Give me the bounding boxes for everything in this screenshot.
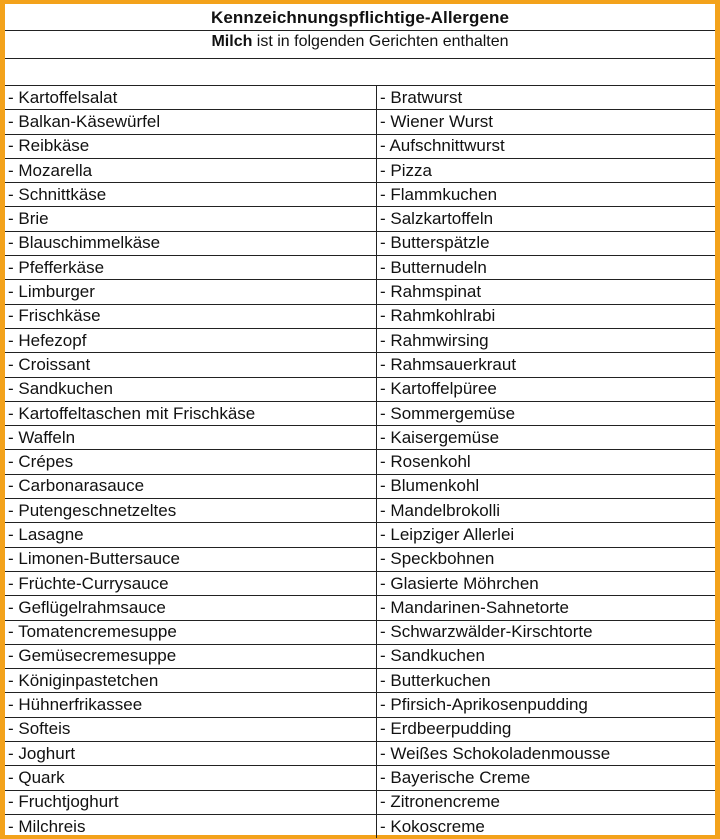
dish-right-cell: - Sommergemüse [377,401,716,425]
dish-right-cell: - Schwarzwälder-Kirschtorte [377,620,716,644]
dish-right-cell: - Salzkartoffeln [377,207,716,231]
dish-left-cell: - Kartoffelsalat [5,86,377,110]
dish-left-cell: - Waffeln [5,426,377,450]
dish-right-cell: - Glasierte Möhrchen [377,571,716,595]
table-row [5,766,715,790]
table-row [5,669,715,693]
dish-left-cell: - Softeis [5,717,377,741]
dish-left-cell: - Frischkäse [5,304,377,328]
table-row [5,499,715,523]
dish-left-cell: - Limburger [5,280,377,304]
dish-right-cell: - Zitronencreme [377,790,716,814]
dish-right-cell: - Rahmwirsing [377,328,716,352]
dish-right-cell: - Sandkuchen [377,644,716,668]
dish-right-cell: - Mandarinen-Sahnetorte [377,596,716,620]
dish-right-cell: - Kaisergemüse [377,426,716,450]
dish-right-cell: - Bratwurst [377,86,716,110]
dish-right-cell: - Rahmsauerkraut [377,353,716,377]
dish-right-cell: - Mandelbrokolli [377,499,716,523]
dish-right-cell: - Speckbohnen [377,547,716,571]
table-row [5,377,715,401]
table-row [5,183,715,207]
table-row [5,158,715,182]
dish-right-cell: - Kokoscreme [380,816,485,836]
dish-left-cell: - Crépes [5,450,377,474]
dish-left-cell: - Kartoffeltaschen mit Frischkäse [5,401,377,425]
dish-right-cell: - Pizza [377,158,716,182]
table-row [5,474,715,498]
table-row [5,207,715,231]
dish-right-cell: - Bayerische Creme [377,766,716,790]
table-row [5,401,715,425]
dish-right-cell: - Rahmspinat [377,280,716,304]
subtitle-text: ist in folgenden Gerichten enthalten [252,33,509,50]
table-row [5,644,715,668]
page-title: Kennzeichnungspflichtige-Allergene [5,4,715,31]
dish-table [5,86,715,838]
table-row [5,256,715,280]
dish-left-cell: - Hühnerfrikassee [5,693,377,717]
dish-right-cell: - Flammkuchen [377,183,716,207]
table-row [5,328,715,352]
table-row [5,353,715,377]
table-row [5,790,715,814]
dish-left-cell: - Königinpastetchen [5,669,377,693]
dish-table-body [5,86,715,838]
dish-left-cell: - Balkan-Käsewürfel [5,110,377,134]
table-row [5,547,715,571]
dish-left-cell: - Limonen-Buttersauce [5,547,377,571]
dish-right-cell: - Wiener Wurst [377,110,716,134]
table-row [5,86,715,110]
table-row [5,717,715,741]
table-row [5,571,715,595]
dish-left-cell: - Pfefferkäse [5,256,377,280]
dish-left-cell: - Lasagne [5,523,377,547]
dish-left-cell: - Quark [5,766,377,790]
table-row [5,693,715,717]
dish-left-cell: - Früchte-Currysauce [5,571,377,595]
dish-left-cell: - Sandkuchen [5,377,377,401]
dish-left-cell: - Gemüsecremesuppe [5,644,377,668]
table-row [5,134,715,158]
table-row [5,450,715,474]
page-subtitle [5,31,715,55]
dish-left-cell: - Milchreis [5,814,377,838]
dish-right-cell: - Blumenkohl [377,474,716,498]
dish-right-cell: - Leipziger Allerlei [377,523,716,547]
empty-row [5,59,715,86]
table-row [5,110,715,134]
dish-left-cell: - Schnittkäse [5,183,377,207]
dish-right-cell: - Erdbeerpudding [377,717,716,741]
table-row [5,620,715,644]
dish-right-cell: - Butterkuchen [377,669,716,693]
dish-right-cell: - Butternudeln [377,256,716,280]
dish-left-cell: - Tomatencremesuppe [5,620,377,644]
dish-left-cell: - Joghurt [5,742,377,766]
dish-right-cell: - Rosenkohl [377,450,716,474]
dish-right-cell: - Pfirsich-Aprikosenpudding [377,693,716,717]
table-row [5,523,715,547]
dish-left-cell: - Putengeschnetzeltes [5,499,377,523]
table-row [5,280,715,304]
dish-left-cell: - Carbonarasauce [5,474,377,498]
dish-left-cell: - Fruchtjoghurt [5,790,377,814]
document-header [5,4,715,59]
dish-right-cell: - Weißes Schokoladenmousse [377,742,716,766]
table-row [5,596,715,620]
table-row [5,304,715,328]
dish-left-cell: - Geflügelrahmsauce [5,596,377,620]
table-row [5,231,715,255]
dish-right-cell: - Aufschnittwurst [377,134,716,158]
table-row [5,742,715,766]
subtitle-allergen: Milch [211,33,253,50]
table-row [5,426,715,450]
table-row [5,814,715,838]
dish-left-cell: - Mozarella [5,158,377,182]
dish-left-cell: - Hefezopf [5,328,377,352]
dish-right-cell: - Kartoffelpüree [377,377,716,401]
dish-left-cell: - Reibkäse [5,134,377,158]
dish-left-cell: - Brie [5,207,377,231]
dish-right-cell: - Rahmkohlrabi [377,304,716,328]
dish-left-cell: - Croissant [5,353,377,377]
dish-left-cell: - Blauschimmelkäse [5,231,377,255]
dish-right-cell: - Butterspätzle [377,231,716,255]
